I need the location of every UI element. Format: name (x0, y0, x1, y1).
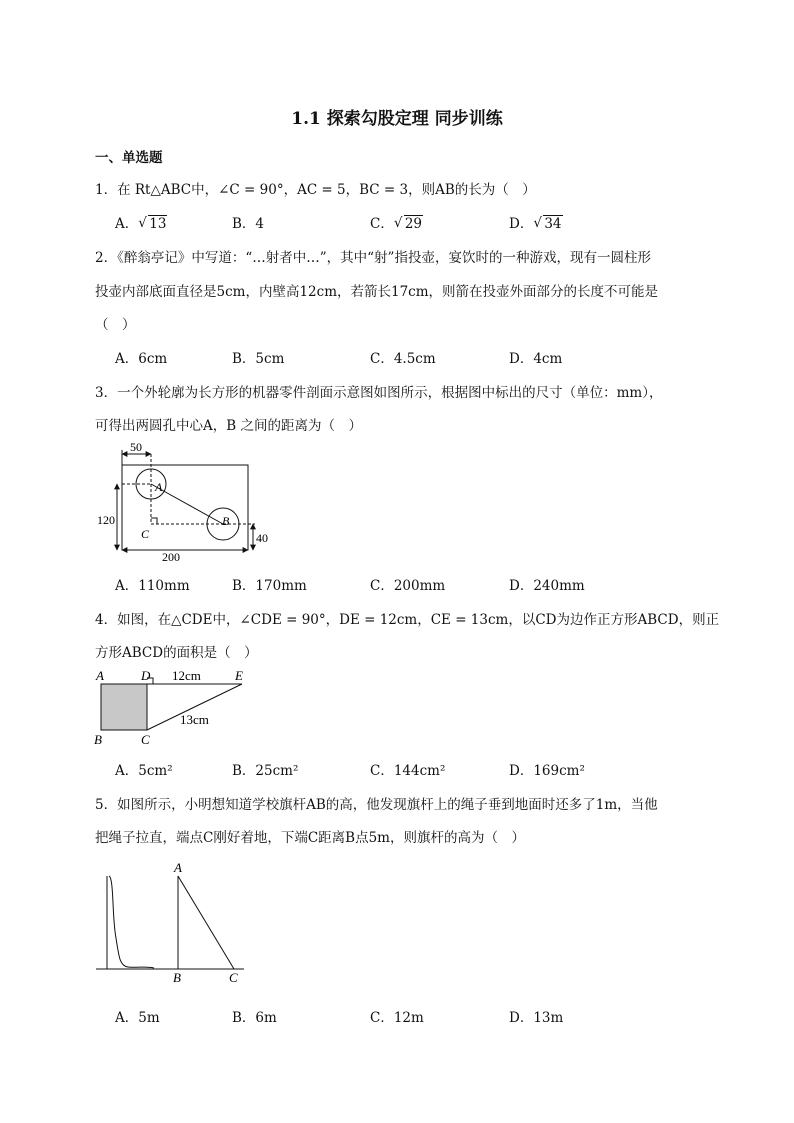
fig5-point-b: B (173, 970, 181, 985)
fig4-point-b: B (94, 732, 102, 747)
question-5-line-2: 把绳子拉直，端点C刚好着地，下端C距离B点5m，则旗杆的高为（ ） (95, 830, 525, 846)
point-c-label: C (141, 527, 150, 541)
q3-option-a: A．110mm (115, 578, 190, 594)
q5-option-a: A．5m (115, 1010, 160, 1026)
question-2-line-1: 2．《醉翁亭记》中写道：“…射者中…”，其中“射”指投壶，宴饮时的一种游戏，现有一圆柱形 (95, 250, 651, 266)
question-4-line-1: 4．如图，在△CDE中，∠CDE = 90°，DE = 12cm，CE = 13cm，以CD为边作正方形ABCD，则正 (95, 612, 720, 628)
question-2-line-2: 投壶内部底面直径是5cm，内壁高12cm，若箭长17cm，则箭在投壶外面部分的长度不可能是 (95, 284, 659, 300)
fig4-point-e: E (235, 668, 243, 683)
question-1-text: 1．在 Rt△ABC中，∠C = 90°，AC = 5，BC = 3，则AB的长为（ ） (95, 182, 536, 198)
q3-option-c: C．200mm (370, 578, 446, 594)
section-heading: 一、单选题 (95, 150, 163, 166)
q1-option-d: D．√ 34 (509, 212, 563, 232)
dim-50-label: 50 (130, 440, 142, 454)
fig4-point-d: D (141, 668, 151, 683)
q2-option-b: B．5cm (232, 351, 285, 367)
dim-200-label: 200 (162, 550, 180, 564)
q1-option-b: B．4 (232, 216, 265, 232)
q4-square-triangle-figure (92, 666, 257, 748)
q1-option-c: C．√ 29 (370, 212, 423, 232)
fig5-point-a: A (174, 860, 182, 875)
q1-option-a: A．√ 13 (115, 212, 167, 232)
fig4-point-a: A (96, 668, 104, 683)
dim-40-label: 40 (256, 531, 268, 545)
q5-option-d: D．13m (509, 1010, 564, 1026)
q3-option-d: D．240mm (509, 578, 585, 594)
fig5-point-c: C (229, 970, 238, 985)
fig4-de-length: 12cm (172, 668, 201, 683)
dim-120-label: 120 (97, 513, 115, 527)
point-a-label: A (155, 480, 163, 494)
q4-option-d: D．169cm² (509, 763, 585, 779)
q5-option-b: B．6m (232, 1010, 277, 1026)
question-2-line-3: （ ） (95, 317, 136, 333)
q3-machine-part-figure (95, 440, 268, 565)
q4-option-b: B．25cm² (232, 763, 299, 779)
question-5-line-1: 5．如图所示，小明想知道学校旗杆AB的高，他发现旗杆上的绳子垂到地面时还多了1m，当他 (95, 797, 658, 813)
fig4-ce-length: 13cm (180, 712, 209, 727)
q2-option-d: D．4cm (509, 351, 563, 367)
q5-flagpole-figure (92, 858, 252, 988)
q4-option-a: A．5cm² (115, 763, 173, 779)
q3-option-b: B．170mm (232, 578, 307, 594)
q2-option-c: C．4.5cm (370, 351, 436, 367)
page-title: 1.1 探索勾股定理 同步训练 (291, 109, 503, 129)
q5-option-c: C．12m (370, 1010, 424, 1026)
q2-option-a: A．6cm (115, 351, 168, 367)
point-b-label: B (222, 514, 230, 528)
fig4-point-c: C (141, 732, 150, 747)
q4-option-c: C．144cm² (370, 763, 446, 779)
question-3-line-1: 3．一个外轮廓为长方形的机器零件剖面示意图如图所示，根据图中标出的尺寸（单位：mm）， (95, 385, 663, 401)
question-4-line-2: 方形ABCD的面积是（ ） (95, 645, 258, 661)
question-3-line-2: 可得出两圆孔中心A，B 之间的距离为（ ） (95, 418, 362, 434)
